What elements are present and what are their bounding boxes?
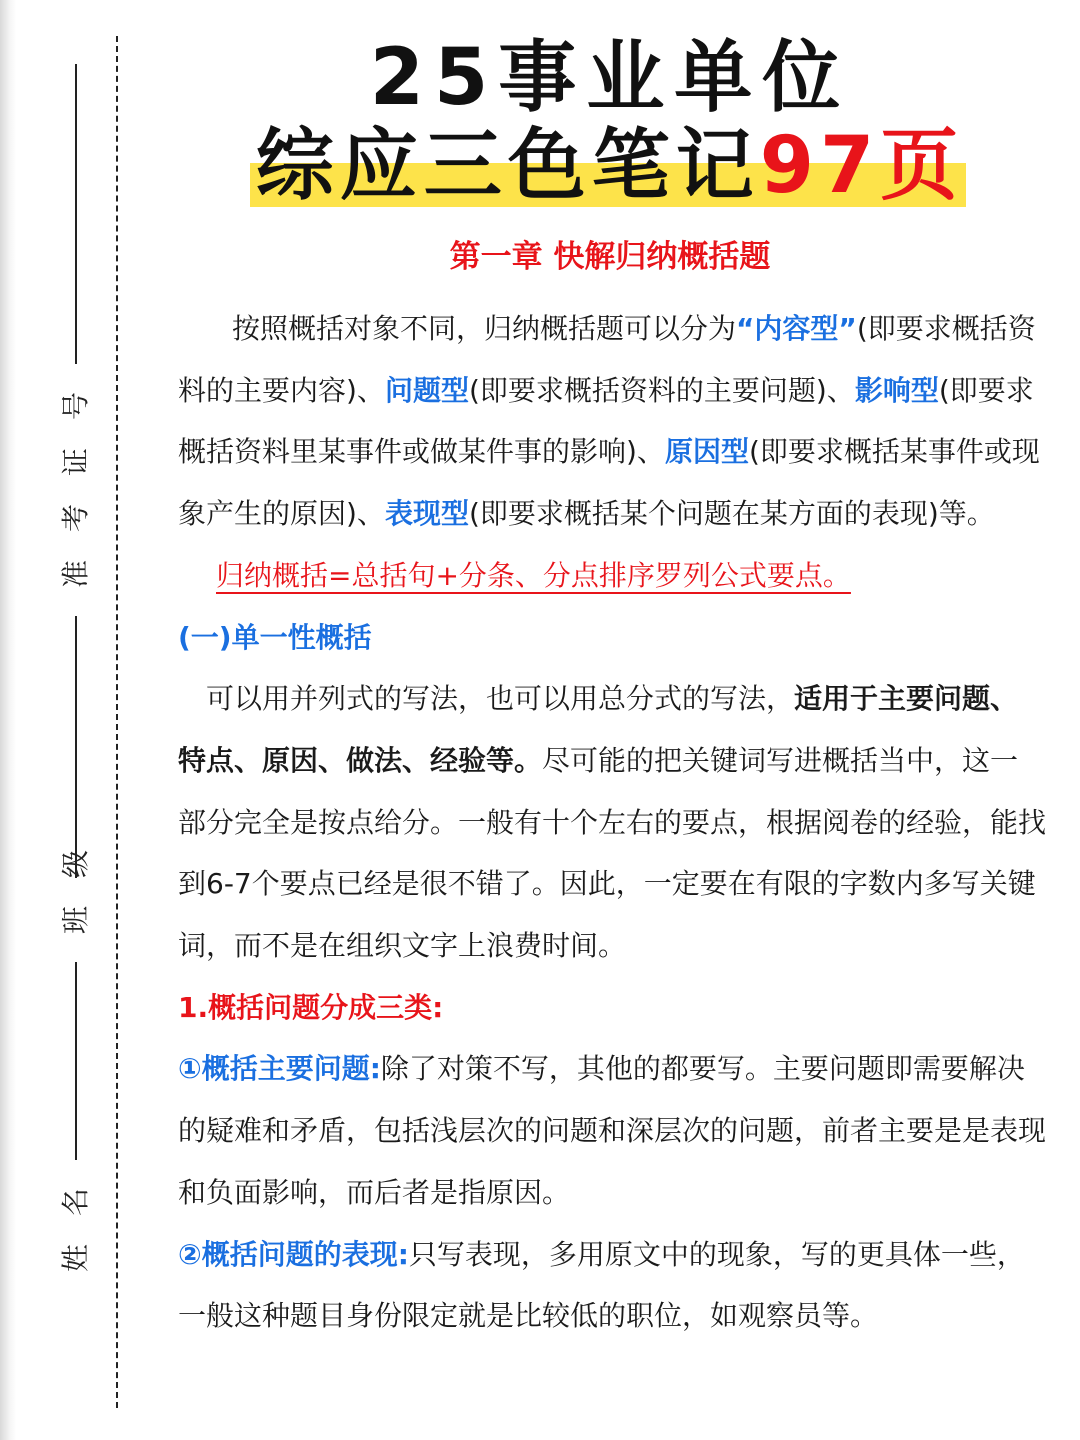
name-char: 姓 — [58, 1243, 92, 1273]
item2-label: ②概括问题的表现: — [178, 1237, 409, 1271]
type-manifest-desc: (即要求概括某个问题在某方面的表现)等。 — [468, 497, 995, 531]
class-field — [56, 836, 96, 1160]
subsection1-item1 — [178, 1038, 1046, 1223]
exam-id-label — [58, 378, 92, 602]
class-label — [58, 836, 92, 948]
type-cause-desc: (即要求概括某事件或现象产生的原因)、 — [178, 435, 1040, 531]
type-manifest: 表现型 — [384, 497, 469, 531]
name-char: 名 — [58, 1187, 92, 1217]
type-problem-desc: (即要求概括资料的主要问题)、 — [468, 373, 855, 407]
exam-id-char: 准 — [58, 559, 92, 589]
exam-id-field — [56, 64, 96, 878]
exam-id-char: 号 — [58, 391, 92, 421]
title-line1: 25事业单位 — [369, 33, 851, 123]
name-field — [56, 1174, 96, 1300]
subsection1-item2 — [178, 1224, 1046, 1347]
binding-dashed-line — [116, 36, 118, 1408]
title-line2-accent: 97页 — [759, 121, 965, 211]
exam-id-char: 证 — [58, 447, 92, 477]
section1-heading: (一)单一性概括 — [178, 620, 372, 654]
type-problem: 问题型 — [384, 373, 469, 407]
formula-line — [178, 545, 1046, 607]
class-char: 班 — [58, 905, 92, 935]
exam-id-line-top — [75, 64, 77, 364]
subsection1-heading: 1.概括问题分成三类: — [178, 990, 444, 1024]
section1-text-a: 可以用并列式的写法，也可以用总分式的写法， — [206, 682, 795, 716]
class-line — [75, 962, 77, 1160]
type-impact: 影响型 — [854, 373, 939, 407]
chapter-heading: 第一章 快解归纳概括题 — [449, 239, 771, 275]
section1-text-b: 尽可能的把关键词写进概括当中，这一部分完全是按点给分。一般有十个左右的要点，根据阅卷的经验，能找到6-7个要点已经是很不错了。因此，一定要在有限的字数内多写关键词，而不是在组织文字上浪费时间。 — [178, 743, 1047, 963]
name-label — [58, 1174, 92, 1286]
page-edge — [0, 0, 16, 1440]
main-content — [178, 298, 1046, 1347]
title-line2 — [180, 122, 1040, 210]
exam-id-char: 考 — [58, 503, 92, 533]
type-content: “内容型” — [736, 312, 857, 345]
formula-text: 归纳概括=总括句+分条、分点排序罗列公式要点。 — [216, 558, 851, 592]
item1-text: 除了对策不写，其他的都要写。主要问题即需要解决的疑难和矛盾，包括浅层次的问题和深层次的问题，前者主要是是表现和负面影响，而后者是指原因。 — [178, 1052, 1047, 1209]
intro-paragraph — [178, 298, 1046, 545]
item2-text: 只写表现，多用原文中的现象，写的更具体一些，一般这种题目身份限定就是比较低的职位，如观察员等。 — [178, 1237, 1025, 1333]
section1-paragraph — [178, 668, 1046, 977]
type-content-desc: (即要求概括资料的主要内容)、 — [178, 312, 1036, 407]
intro-lead: 按照概括对象不同，归纳概括题可以分为 — [232, 312, 737, 345]
type-impact-desc: (即要求概括资料里某事件或做某件事的影响)、 — [178, 373, 1034, 469]
section1-text-bold: 适用于主要问题、特点、原因、做法、经验等。 — [178, 682, 1019, 777]
class-char: 级 — [58, 849, 92, 879]
title-line2-main: 综应三色笔记 — [255, 121, 760, 211]
item1-label: ①概括主要问题: — [178, 1052, 381, 1086]
type-cause: 原因型 — [664, 435, 749, 469]
